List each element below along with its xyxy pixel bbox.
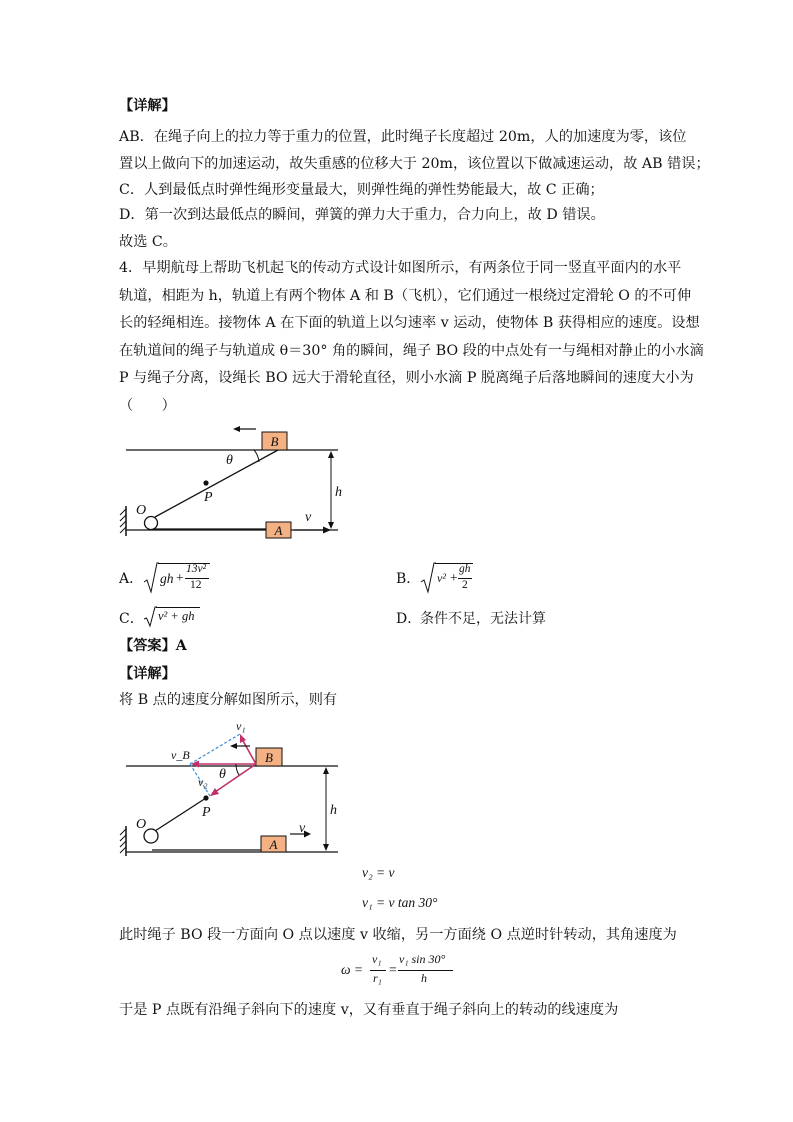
label-h: h	[330, 803, 337, 818]
choice-b-frac-num: gh	[459, 563, 471, 575]
section1-line-5: 故选 C。	[119, 234, 177, 250]
question4-line-6: （ ）	[119, 398, 176, 414]
choice-a-frac-den: 12	[190, 579, 202, 591]
rope-bo	[155, 798, 206, 831]
equation-omega	[341, 952, 471, 988]
label-v: v	[299, 821, 306, 836]
label-v1: v₁	[236, 719, 246, 733]
point-p	[203, 480, 208, 485]
choice-c-radicand: v² + gh	[158, 609, 195, 623]
label-b: B	[270, 434, 279, 449]
figure-1	[118, 426, 358, 544]
arrow-v2-head	[210, 788, 219, 796]
section1-line-2: 置以上做向下的加速运动，故失重感的位移大于 20m，该位置以下做减速运动，故 AB 错误；	[119, 156, 710, 172]
radical-sign	[143, 562, 159, 594]
section1-line-4: D．第一次到达最低点的瞬间，弹簧的弹力大于重力，合力向上，故 D 错误。	[119, 207, 605, 223]
label-p: P	[204, 490, 213, 505]
choice-c-label: C．	[119, 611, 144, 627]
question4-line-5: P 与绳子分离，设绳长 BO 远大于滑轮直径，则小水滴 P 脱离绳子后落地瞬间的速度大小为	[119, 370, 694, 386]
answer-label: 【答案】	[119, 638, 176, 654]
equation-v2: v₂ = v	[362, 865, 395, 880]
label-theta: θ	[226, 453, 233, 468]
section1-heading: 【详解】	[119, 98, 176, 114]
label-p: P	[202, 805, 211, 820]
rope-bo	[155, 450, 278, 517]
label-a: A	[274, 523, 283, 538]
wall-hatch	[120, 829, 126, 853]
omega-lhs: ω =	[341, 962, 364, 977]
arrow-b-head	[233, 426, 240, 432]
omega-frac2-den: h	[421, 971, 427, 985]
question4-line-1: 4．早期航母上帮助飞机起飞的传动方式设计如图所示，有两条位于同一竖直平面内的水平	[119, 260, 682, 276]
label-vb: v_B	[171, 748, 190, 762]
answer-line	[119, 636, 187, 656]
section2-omega-line: 此时绳子 BO 段一方面向 O 点以速度 v 收缩，另一方面绕 O 点逆时针转动，其角速度为	[119, 927, 677, 943]
choice-b-label: B．	[396, 571, 421, 587]
label-h: h	[335, 485, 342, 500]
omega-equals: =	[389, 962, 397, 977]
section2-intro: 将 B 点的速度分解如图所示，则有	[119, 692, 338, 708]
label-a: A	[269, 837, 278, 852]
question4-line-4: 在轨道间的绳子与轨道成 θ＝30° 角的瞬间，绳子 BO 段的中点处有一与绳相对静止的小水滴	[119, 343, 704, 359]
question4-line-2: 轨道，相距为 h，轨道上有两个物体 A 和 B（飞机），它们通过一根绕过定滑轮 O 的不可伸	[119, 288, 692, 304]
choice-a-term: gh	[160, 571, 174, 586]
equation-v1: v₁ = v tan 30°	[362, 895, 438, 910]
choice-a-label: A．	[119, 571, 144, 587]
omega-frac2-num: v₁ sin 30°	[399, 952, 446, 966]
choice-b-frac-den: 2	[462, 579, 468, 591]
radical-sign	[420, 562, 436, 594]
dashed-v1-shift	[190, 734, 240, 764]
label-o: O	[136, 817, 147, 832]
wall-hatch	[120, 509, 126, 533]
label-o: O	[136, 503, 147, 518]
label-theta: θ	[219, 767, 226, 782]
radical-sign	[143, 606, 157, 628]
arrow-a-head	[323, 527, 331, 534]
label-v: v	[305, 510, 312, 525]
section2-last-line: 于是 P 点既有沿绳子斜向下的速度 v，又有垂直于绳子斜向上的转动的线速度为	[119, 1002, 619, 1018]
choice-d-text: 条件不足，无法计算	[420, 611, 546, 627]
choice-d-label: D．	[396, 611, 422, 627]
choice-b-term: v²	[437, 571, 446, 585]
label-v2: v₂	[198, 775, 208, 789]
section1-line-3: C．人到最低点时弹性绳形变量最大，则弹性绳的弹性势能最大，故 C 正确；	[119, 182, 604, 198]
omega-frac1-den: r₁	[373, 971, 382, 985]
question4-line-3: 长的轻绳相连。接物体 A 在下面的轨道上以匀速率 v 运动，使物体 B 获得相应的速度。设想	[119, 315, 700, 331]
choice-a-frac-num: 13v²	[186, 563, 207, 575]
section1-line-1: AB．在绳子向上的拉力等于重力的位置，此时绳子长度超过 20m，人的加速度为零，该位	[119, 129, 687, 145]
answer-value: A	[175, 638, 187, 654]
label-b: B	[265, 750, 273, 765]
arrow-v1	[242, 739, 256, 764]
omega-frac1-num: v₁	[372, 952, 382, 966]
figure-2	[118, 714, 358, 860]
point-p	[203, 795, 208, 800]
pulley-o	[145, 517, 158, 530]
section2-heading: 【详解】	[119, 666, 176, 682]
